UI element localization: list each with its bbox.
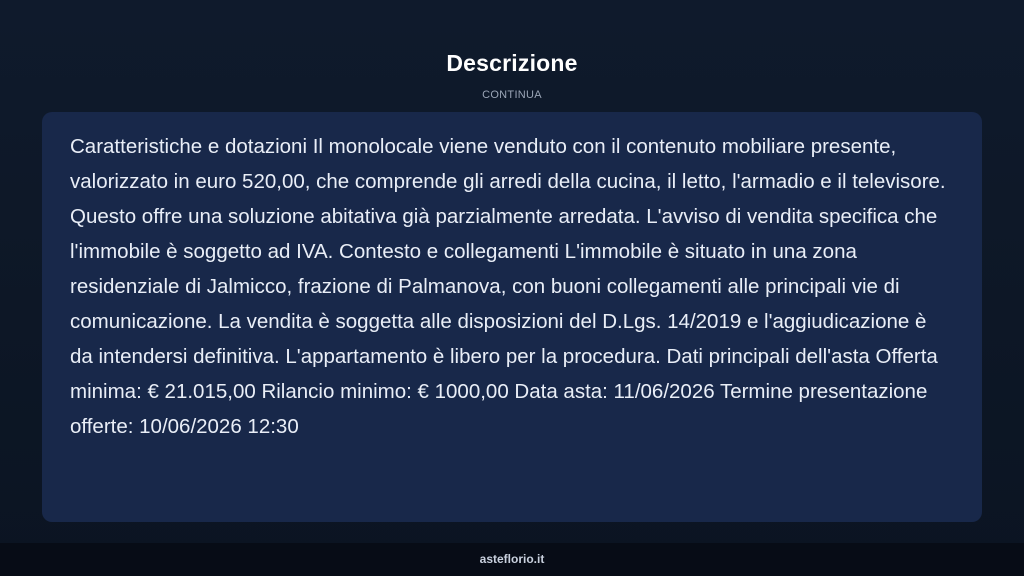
page-title: Descrizione (446, 50, 578, 76)
site-name: asteflorio.it (479, 552, 545, 566)
description-text: Caratteristiche e dotazioni Il monolocale viene venduto con il contenuto mobiliare presente, valorizzato in euro 520,00, che comprende gli arredi della cucina, il letto, l'armadio e il televisore. Questo offre una soluzione abitativa già parzialmente arredata. L'avviso di vendita specifica che l'immobile è soggetto ad IVA. Contesto e collegamenti L'immobile è situato in una zona residenziale di Jalmicco, frazione di Palmanova, con buoni collegamenti alle principali vie di comunicazione. La vendita è soggetta alle disposizioni del D.Lgs. 14/2019 e l'aggiudicazione è da intendersi definitiva. L'appartamento è libero per la procedura. Dati principali dell'asta Offerta minima: € 21.015,00 Rilancio minimo: € 1000,00 Data asta: 11/06/2026 Termine presentazione offerte: 10/06/2026 12:30 (70, 135, 946, 438)
description-card (42, 112, 982, 522)
continue-label: CONTINUA (482, 89, 542, 101)
footer (0, 543, 1024, 576)
